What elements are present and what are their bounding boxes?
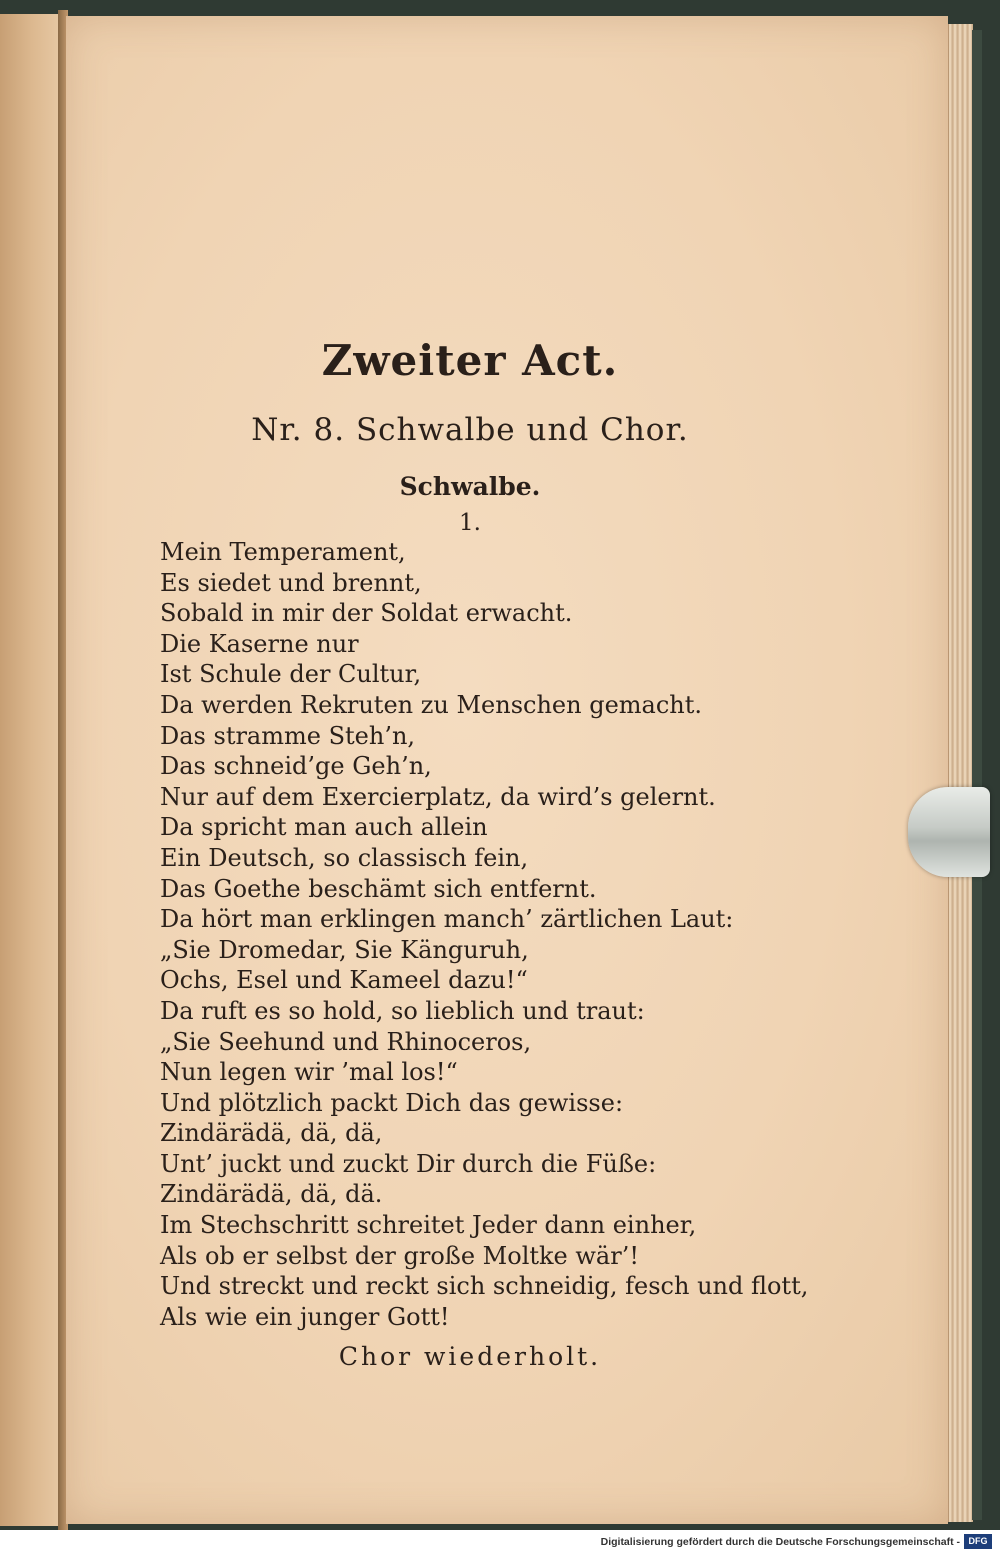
verse-line: Da ruft es so hold, so lieblich und traut: <box>160 996 645 1025</box>
verse-line: Da spricht man auch allein <box>160 813 488 842</box>
verse-line: Ist Schule der Cultur, <box>160 660 422 689</box>
verse-lines <box>160 537 808 1332</box>
verse-line: Zindärädä, dä, dä, <box>160 1119 383 1148</box>
verse-line: Nun legen wir ’mal los!“ <box>160 1058 458 1087</box>
verse-number: 1. <box>459 510 481 536</box>
verse-line: Das schneid’ge Geh’n, <box>160 752 432 781</box>
chorus-note: Chor wiederholt. <box>338 1342 602 1371</box>
verse-line: Das stramme Steh’n, <box>160 721 416 750</box>
verse-line: Da hört man erklingen manch’ zärtlichen Laut: <box>160 905 734 934</box>
role-heading: Schwalbe. <box>399 472 541 501</box>
verse-line: „Sie Dromedar, Sie Känguruh, <box>160 935 529 964</box>
dfg-logo: DFG <box>964 1534 992 1549</box>
verse-line: Ein Deutsch, so classisch fein, <box>160 843 529 872</box>
verse-line: Zindärädä, dä, dä. <box>160 1180 383 1209</box>
verse-line: Als wie ein junger Gott! <box>160 1302 450 1331</box>
verse-line: Unt’ juckt und zuckt Dir durch die Füße: <box>160 1149 657 1178</box>
act-title: Zweiter Act. <box>321 336 619 385</box>
verse-line: Als ob er selbst der große Moltke wär’! <box>160 1241 639 1270</box>
verse-line: Und streckt und reckt sich schneidig, fesch und flott, <box>160 1272 809 1301</box>
digitization-credit: Digitalisierung gefördert durch die Deutsche Forschungsgemeinschaft - <box>600 1536 960 1548</box>
verse-line: Mein Temperament, <box>160 538 406 566</box>
verse-line: Es siedet und brennt, <box>160 568 422 597</box>
verse-line: Sobald in mir der Soldat erwacht. <box>160 599 573 628</box>
verse-line: „Sie Seehund und Rhinoceros, <box>160 1027 532 1056</box>
number-title: Nr. 8. Schwalbe und Chor. <box>251 412 689 448</box>
verse-line: Da werden Rekruten zu Menschen gemacht. <box>160 690 703 719</box>
verse-line: Nur auf dem Exercierplatz, da wird’s gelernt. <box>160 782 716 811</box>
verse-line: Ochs, Esel und Kameel dazu!“ <box>160 966 528 995</box>
verse-line: Im Stechschritt schreitet Jeder dann einher, <box>160 1211 697 1240</box>
verse-line: Die Kaserne nur <box>160 629 359 658</box>
verse-line: Und plötzlich packt Dich das gewisse: <box>160 1088 624 1117</box>
verse-line: Das Goethe beschämt sich entfernt. <box>160 874 597 903</box>
